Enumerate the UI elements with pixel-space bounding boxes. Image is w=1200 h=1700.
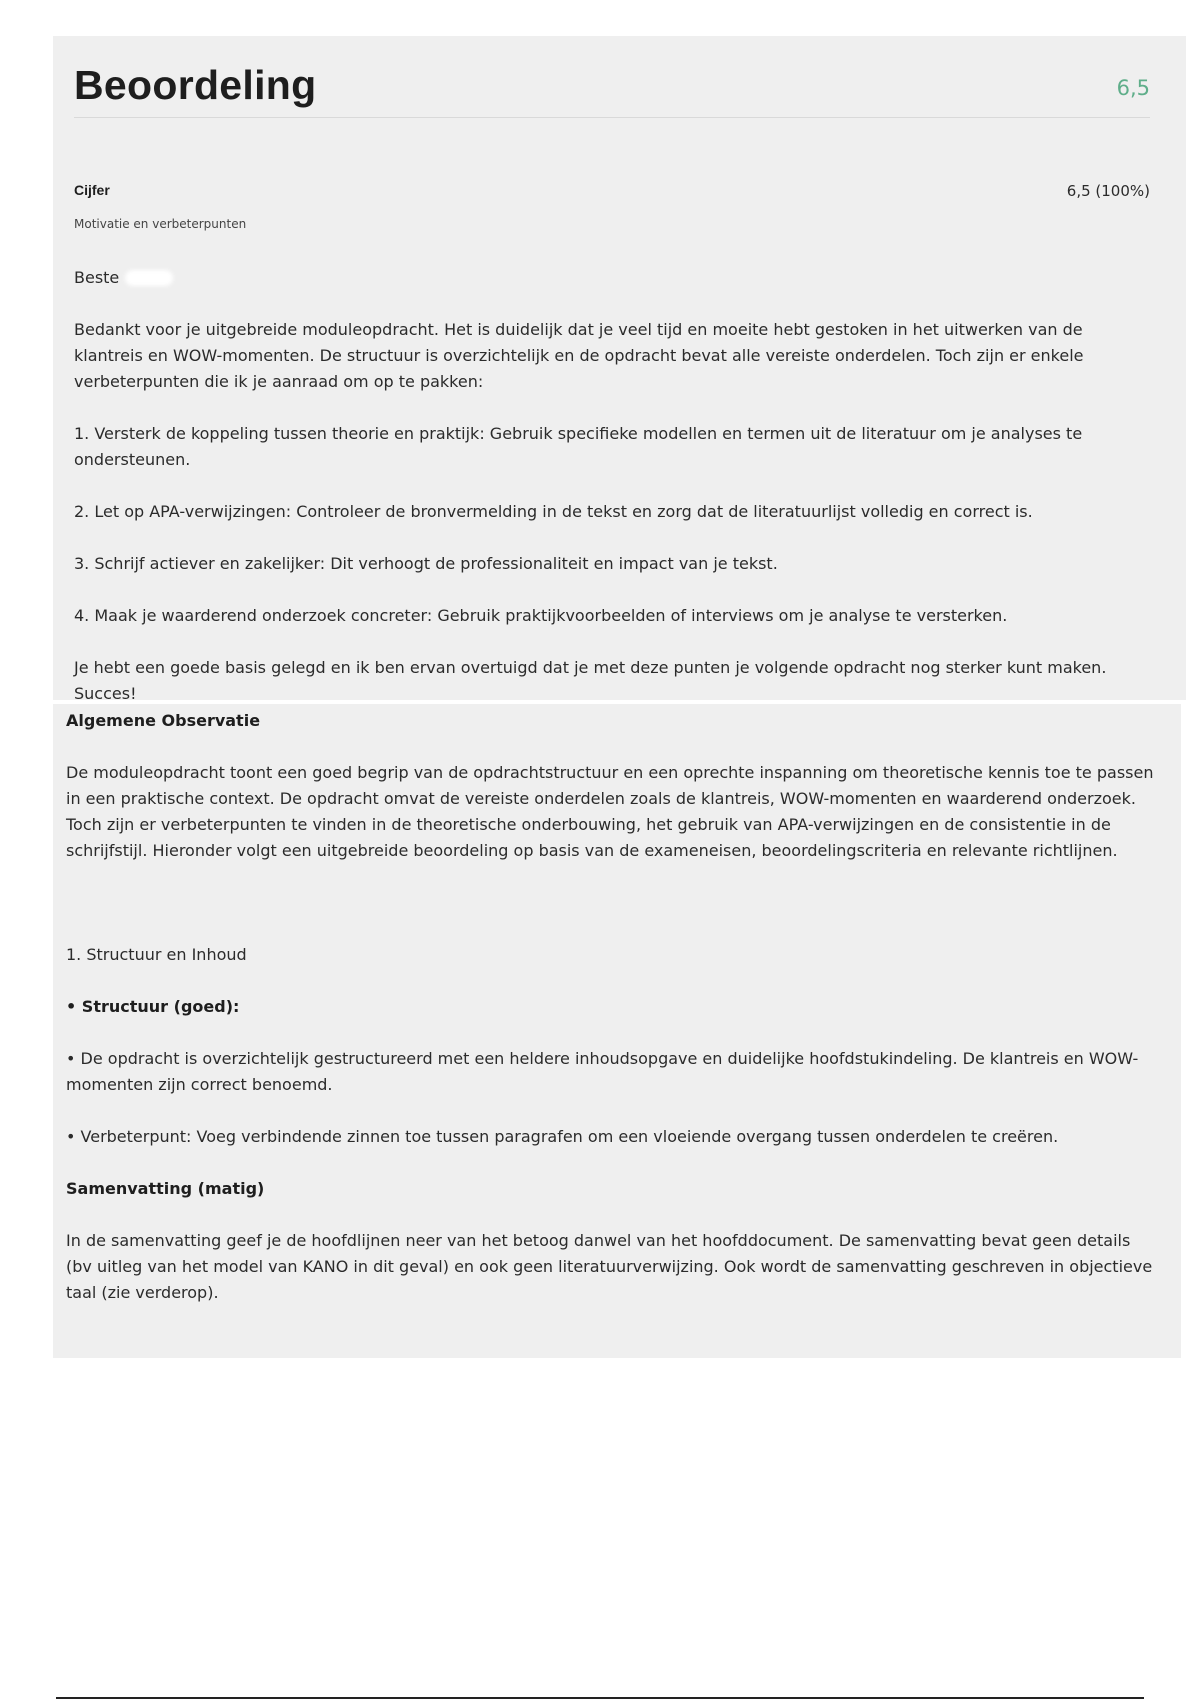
feedback-point: 1. Versterk de koppeling tussen theorie en praktijk: Gebruik specifieke modellen en termen uit de literatuur om je analyses te ondersteunen.	[74, 424, 1083, 469]
feedback-point: 4. Maak je waarderend onderzoek concreter: Gebruik praktijkvoorbeelden of interviews om je analyse te versterken.	[74, 606, 1008, 625]
observation-paragraph: De moduleopdracht toont een goed begrip van de opdrachtstructuur en een oprechte inspanning om theoretische kennis toe te passen in een praktische context. De opdracht omvat de vereiste onderdelen zoals de klantreis, WOW-momenten en waarderend onderzoek. Toch zijn er verbeterpunten te vinden in de theoretische onderbouwing, het gebruik van APA-verwijzingen en de consistentie in de schrijfstijl. Hieronder volgt een uitgebreide beoordeling op basis van de exameneisen, beoordelingscriteria en relevante richtlijnen.	[66, 763, 1154, 860]
feedback-point: 3. Schrijf actiever en zakelijker: Dit verhoogt de professionaliteit en impact van je tekst.	[74, 554, 778, 573]
footer-divider	[56, 1697, 1144, 1699]
title-divider	[74, 117, 1150, 118]
feedback-intro: Bedankt voor je uitgebreide moduleopdracht. Het is duidelijk dat je veel tijd en moeite hebt gestoken in het uitwerken van de klantreis en WOW-momenten. De structuur is overzichtelijk en de opdracht bevat alle vereiste onderdelen. Toch zijn er enkele verbeterpunten die ik je aanraad om op te pakken:	[74, 320, 1084, 391]
redacted-name	[125, 270, 173, 286]
feedback-point: 2. Let op APA-verwijzingen: Controleer de bronvermelding in de tekst en zorg dat de literatuurlijst volledig en correct is.	[74, 502, 1033, 521]
grade-value: 6,5 (100%)	[1066, 182, 1150, 200]
structuur-bullet: • De opdracht is overzichtelijk gestructureerd met een heldere inhoudsopgave en duidelijke hoofdstukindeling. De klantreis en WOW-momenten zijn correct benoemd.	[66, 1049, 1139, 1094]
greeting	[74, 265, 1154, 291]
section-title: 1. Structuur en Inhoud	[66, 945, 247, 964]
structuur-heading: • Structuur (goed):	[66, 997, 240, 1016]
greeting-text: Beste	[74, 268, 120, 287]
motivation-label: Motivatie en verbeterpunten	[74, 217, 247, 231]
grade-summary: 6,5	[1116, 76, 1150, 100]
samenvatting-heading: Samenvatting (matig)	[66, 1179, 265, 1198]
samenvatting-text: In de samenvatting geef je de hoofdlijnen neer van het betoog danwel van het hoofddocument. De samenvatting bevat geen details (bv uitleg van het model van KANO in dit geval) en ook geen literatuurverwijzing. Ook wordt de samenvatting geschreven in objectieve taal (zie verderop).	[66, 1231, 1153, 1302]
observation-heading: Algemene Observatie	[66, 711, 261, 730]
grade-label: Cijfer	[74, 182, 110, 198]
feedback-closing: Je hebt een goede basis gelegd en ik ben ervan overtuigd dat je met deze punten je volgende opdracht nog sterker kunt maken.	[74, 658, 1107, 677]
page-title: Beoordeling	[74, 62, 317, 108]
feedback-sign-off: Succes!	[74, 684, 137, 703]
structuur-bullet: • Verbeterpunt: Voeg verbindende zinnen toe tussen paragrafen om een vloeiende overgang tussen onderdelen te creëren.	[66, 1127, 1059, 1146]
feedback-comment	[74, 265, 1154, 733]
observation-section	[66, 708, 1156, 1332]
